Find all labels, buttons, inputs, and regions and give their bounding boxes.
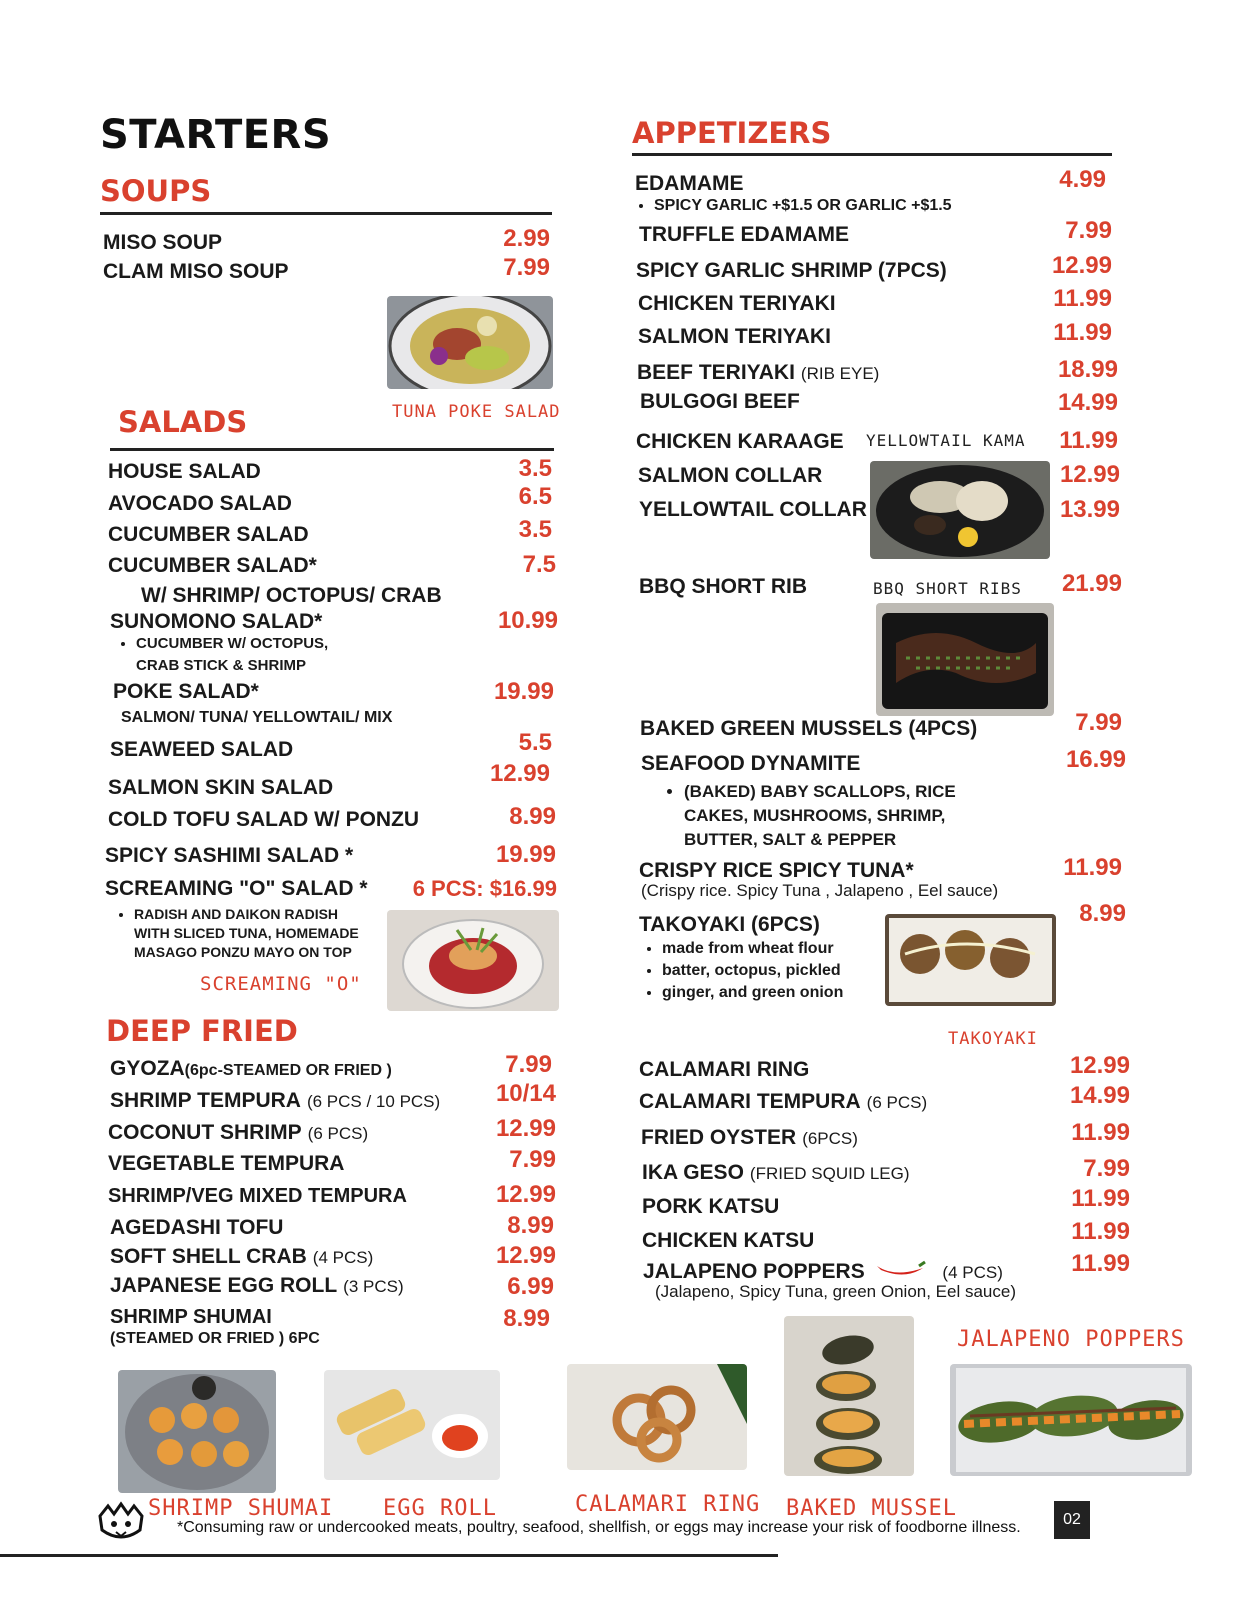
appetizers-heading: APPETIZERS bbox=[632, 116, 832, 150]
price-chicken-teriyaki: 11.99 bbox=[1053, 285, 1112, 312]
price-salmon-skin-salad: 12.99 bbox=[489, 760, 550, 787]
menu-item-poke-salad: POKE SALAD* bbox=[113, 680, 259, 703]
caption-calamari-ring: CALAMARI RING bbox=[575, 1492, 761, 1517]
egg-roll-photo bbox=[324, 1370, 500, 1480]
menu-item-fried-oyster: FRIED OYSTER (6PCS) bbox=[641, 1126, 858, 1149]
tuna-poke-salad-photo bbox=[387, 296, 553, 389]
price-fried-oyster: 11.99 bbox=[1071, 1119, 1130, 1146]
price-beef-teriyaki: 18.99 bbox=[1057, 356, 1118, 383]
deep-fried-heading: DEEP FRIED bbox=[106, 1014, 298, 1048]
menu-item-vegetable-tempura: VEGETABLE TEMPURA bbox=[108, 1152, 345, 1175]
caption-egg-roll: EGG ROLL bbox=[383, 1496, 497, 1521]
menu-item-truffle-edamame: TRUFFLE EDAMAME bbox=[639, 223, 849, 246]
price-calamari-ring: 12.99 bbox=[1069, 1052, 1130, 1079]
price-shrimp-tempura: 10/14 bbox=[495, 1080, 556, 1107]
menu-item-calamari-tempura: CALAMARI TEMPURA (6 PCS) bbox=[639, 1090, 928, 1113]
caption-screaming-o: SCREAMING "O" bbox=[200, 973, 362, 995]
chili-pepper-icon bbox=[875, 1260, 927, 1284]
salads-rule bbox=[110, 448, 554, 451]
price-bulgogi-beef: 14.99 bbox=[1057, 389, 1118, 416]
menu-item-yellowtail-collar: YELLOWTAIL COLLAR bbox=[639, 498, 867, 521]
menu-item-shrimp-shumai: SHRIMP SHUMAI bbox=[110, 1306, 272, 1328]
caption-shrimp-shumai: SHRIMP SHUMAI bbox=[148, 1496, 334, 1521]
price-vegetable-tempura: 7.99 bbox=[509, 1146, 556, 1173]
menu-item-bulgogi-beef: BULGOGI BEEF bbox=[640, 390, 800, 413]
menu-item-japanese-egg-roll: JAPANESE EGG ROLL (3 PCS) bbox=[110, 1274, 404, 1297]
menu-item-seaweed-salad: SEAWEED SALAD bbox=[110, 738, 294, 761]
price-ika-geso: 7.99 bbox=[1083, 1155, 1130, 1182]
page-number: 02 bbox=[1054, 1501, 1090, 1539]
price-crispy-rice-spicy-tuna: 11.99 bbox=[1063, 854, 1122, 881]
appetizers-rule bbox=[632, 153, 1112, 156]
menu-item-clam-miso-soup: CLAM MISO SOUP bbox=[103, 260, 289, 283]
price-baked-green-mussels: 7.99 bbox=[1075, 709, 1122, 736]
bbq-short-ribs-photo bbox=[876, 603, 1054, 716]
menu-item-soft-shell-crab: SOFT SHELL CRAB (4 PCS) bbox=[110, 1245, 374, 1268]
salads-heading: SALADS bbox=[118, 405, 248, 439]
menu-item-edamame: EDAMAME bbox=[635, 172, 744, 195]
menu-item-spicy-garlic-shrimp: SPICY GARLIC SHRIMP (7PCS) bbox=[636, 259, 947, 282]
menu-item-cucumber-salad: CUCUMBER SALAD bbox=[108, 523, 309, 546]
caption-bbq-short-ribs: BBQ SHORT RIBS bbox=[873, 579, 1022, 598]
caption-yellowtail-kama: YELLOWTAIL KAMA bbox=[866, 431, 1026, 450]
menu-item-jalapeno-poppers: JALAPENO POPPERS (4 PCS) bbox=[643, 1260, 1003, 1283]
crispy-rice-description: (Crispy rice. Spicy Tuna , Jalapeno , Eel sauce) bbox=[641, 881, 999, 900]
menu-item-chicken-teriyaki: CHICKEN TERIYAKI bbox=[638, 292, 836, 315]
shrimp-shumai-photo bbox=[118, 1370, 276, 1493]
menu-item-agedashi-tofu: AGEDASHI TOFU bbox=[110, 1216, 284, 1239]
edamame-note: • SPICY GARLIC +$1.5 OR GARLIC +$1.5 bbox=[636, 195, 952, 217]
cucumber-salad-seafood-note: W/ SHRIMP/ OCTOPUS/ CRAB bbox=[141, 584, 442, 607]
yellowtail-kama-photo bbox=[870, 461, 1050, 559]
menu-item-bbq-short-rib: BBQ SHORT RIB bbox=[639, 575, 807, 598]
price-yellowtail-collar: 13.99 bbox=[1059, 496, 1120, 523]
price-clam-miso-soup: 7.99 bbox=[503, 254, 550, 281]
price-chicken-katsu: 11.99 bbox=[1071, 1218, 1130, 1245]
menu-item-salmon-teriyaki: SALMON TERIYAKI bbox=[638, 325, 831, 348]
price-miso-soup: 2.99 bbox=[503, 225, 550, 252]
price-chicken-karaage: 11.99 bbox=[1059, 427, 1118, 454]
soups-heading: SOUPS bbox=[100, 174, 212, 208]
menu-item-seafood-dynamite: SEAFOOD DYNAMITE bbox=[641, 752, 861, 775]
poke-salad-note: SALMON/ TUNA/ YELLOWTAIL/ MIX bbox=[121, 709, 393, 726]
price-poke-salad: 19.99 bbox=[493, 678, 554, 705]
price-seafood-dynamite: 16.99 bbox=[1065, 746, 1126, 773]
menu-item-sunomono-salad: SUNOMONO SALAD* bbox=[110, 610, 323, 633]
price-house-salad: 3.5 bbox=[518, 455, 552, 482]
price-truffle-edamame: 7.99 bbox=[1065, 217, 1112, 244]
menu-item-cucumber-salad-seafood: CUCUMBER SALAD* bbox=[108, 554, 317, 577]
caption-takoyaki: TAKOYAKI bbox=[948, 1029, 1038, 1049]
price-salmon-collar: 12.99 bbox=[1059, 461, 1120, 488]
foodborne-illness-disclaimer: *Consuming raw or undercooked meats, poultry, seafood, shellfish, or eggs may increase your risk of foodborne illness. bbox=[177, 1519, 1021, 1536]
price-agedashi-tofu: 8.99 bbox=[507, 1212, 554, 1239]
price-spicy-garlic-shrimp: 12.99 bbox=[1051, 252, 1112, 279]
restaurant-logo-icon bbox=[96, 1500, 146, 1549]
caption-jalapeno-poppers: JALAPENO POPPERS bbox=[957, 1327, 1185, 1352]
price-seaweed-salad: 5.5 bbox=[518, 729, 552, 756]
price-edamame: 4.99 bbox=[1059, 166, 1106, 193]
starters-title: STARTERS bbox=[100, 112, 332, 158]
menu-item-screaming-o-salad: SCREAMING "O" SALAD * bbox=[105, 877, 368, 900]
calamari-ring-photo bbox=[567, 1364, 747, 1470]
menu-item-chicken-katsu: CHICKEN KATSU bbox=[642, 1229, 815, 1252]
menu-item-shrimp-tempura: SHRIMP TEMPURA (6 PCS / 10 PCS) bbox=[110, 1089, 441, 1112]
price-calamari-tempura: 14.99 bbox=[1069, 1082, 1130, 1109]
price-mixed-tempura: 12.99 bbox=[495, 1181, 556, 1208]
menu-item-chicken-karaage: CHICKEN KARAAGE bbox=[636, 430, 844, 453]
footer-rule bbox=[0, 1554, 778, 1557]
jalapeno-poppers-photo bbox=[950, 1364, 1192, 1476]
price-avocado-salad: 6.5 bbox=[518, 483, 552, 510]
menu-item-miso-soup: MISO SOUP bbox=[103, 231, 223, 254]
soups-rule bbox=[100, 212, 552, 215]
price-jalapeno-poppers: 11.99 bbox=[1071, 1250, 1130, 1277]
menu-item-takoyaki: TAKOYAKI (6PCS) bbox=[639, 913, 820, 936]
price-coconut-shrimp: 12.99 bbox=[495, 1115, 556, 1142]
screaming-o-salad-description: • RADISH AND DAIKON RADISH WITH SLICED TUNA, HOMEMADE MASAGO PONZU MAYO ON TOP bbox=[116, 905, 359, 962]
shrimp-shumai-note: (STEAMED OR FRIED ) 6PC bbox=[110, 1330, 320, 1347]
baked-mussel-photo bbox=[784, 1316, 914, 1476]
takoyaki-description: • made from wheat flour • batter, octopus, pickled • ginger, and green onion bbox=[644, 938, 843, 1004]
sunomono-salad-description: • CUCUMBER W/ OCTOPUS, CRAB STICK & SHRIMP bbox=[118, 633, 328, 677]
menu-item-pork-katsu: PORK KATSU bbox=[642, 1195, 780, 1218]
price-pork-katsu: 11.99 bbox=[1071, 1185, 1130, 1212]
menu-item-avocado-salad: AVOCADO SALAD bbox=[108, 492, 292, 515]
menu-item-coconut-shrimp: COCONUT SHRIMP (6 PCS) bbox=[108, 1121, 369, 1144]
screaming-o-salad-photo bbox=[387, 910, 559, 1011]
menu-item-salmon-collar: SALMON COLLAR bbox=[638, 464, 823, 487]
menu-item-calamari-ring: CALAMARI RING bbox=[639, 1058, 810, 1081]
price-salmon-teriyaki: 11.99 bbox=[1053, 319, 1112, 346]
menu-item-baked-green-mussels: BAKED GREEN MUSSELS (4PCS) bbox=[640, 717, 978, 740]
price-cucumber-salad: 3.5 bbox=[518, 516, 552, 543]
menu-item-crispy-rice-spicy-tuna: CRISPY RICE SPICY TUNA* bbox=[639, 859, 914, 882]
price-soft-shell-crab: 12.99 bbox=[495, 1242, 556, 1269]
price-sunomono-salad: 10.99 bbox=[497, 607, 558, 634]
caption-baked-mussel: BAKED MUSSEL bbox=[786, 1496, 957, 1521]
menu-item-cold-tofu-salad: COLD TOFU SALAD W/ PONZU bbox=[108, 808, 420, 831]
takoyaki-photo bbox=[885, 914, 1056, 1006]
price-spicy-sashimi-salad: 19.99 bbox=[495, 841, 556, 868]
menu-item-spicy-sashimi-salad: SPICY SASHIMI SALAD * bbox=[105, 844, 354, 867]
jalapeno-poppers-description: (Jalapeno, Spicy Tuna, green Onion, Eel sauce) bbox=[655, 1282, 1016, 1301]
price-cucumber-salad-seafood: 7.5 bbox=[522, 551, 556, 578]
price-gyoza: 7.99 bbox=[505, 1051, 552, 1078]
price-cold-tofu-salad: 8.99 bbox=[509, 803, 556, 830]
seafood-dynamite-description: • (BAKED) BABY SCALLOPS, RICE CAKES, MUSHROOMS, SHRIMP, BUTTER, SALT & PEPPER bbox=[666, 780, 956, 852]
menu-item-gyoza: GYOZA(6pc-STEAMED OR FRIED ) bbox=[110, 1057, 392, 1080]
price-japanese-egg-roll: 6.99 bbox=[507, 1273, 554, 1300]
menu-item-beef-teriyaki: BEEF TERIYAKI (RIB EYE) bbox=[637, 361, 880, 384]
price-shrimp-shumai: 8.99 bbox=[503, 1305, 550, 1332]
menu-item-house-salad: HOUSE SALAD bbox=[108, 460, 261, 483]
price-bbq-short-rib: 21.99 bbox=[1061, 570, 1122, 597]
menu-item-salmon-skin-salad: SALMON SKIN SALAD bbox=[108, 776, 334, 799]
caption-tuna-poke-salad: TUNA POKE SALAD bbox=[392, 402, 561, 422]
price-screaming-o-salad: 6 PCS: $16.99 bbox=[412, 876, 557, 901]
menu-item-mixed-tempura: SHRIMP/VEG MIXED TEMPURA bbox=[108, 1185, 407, 1207]
menu-item-ika-geso: IKA GESO (FRIED SQUID LEG) bbox=[642, 1161, 910, 1184]
price-takoyaki: 8.99 bbox=[1079, 900, 1126, 927]
